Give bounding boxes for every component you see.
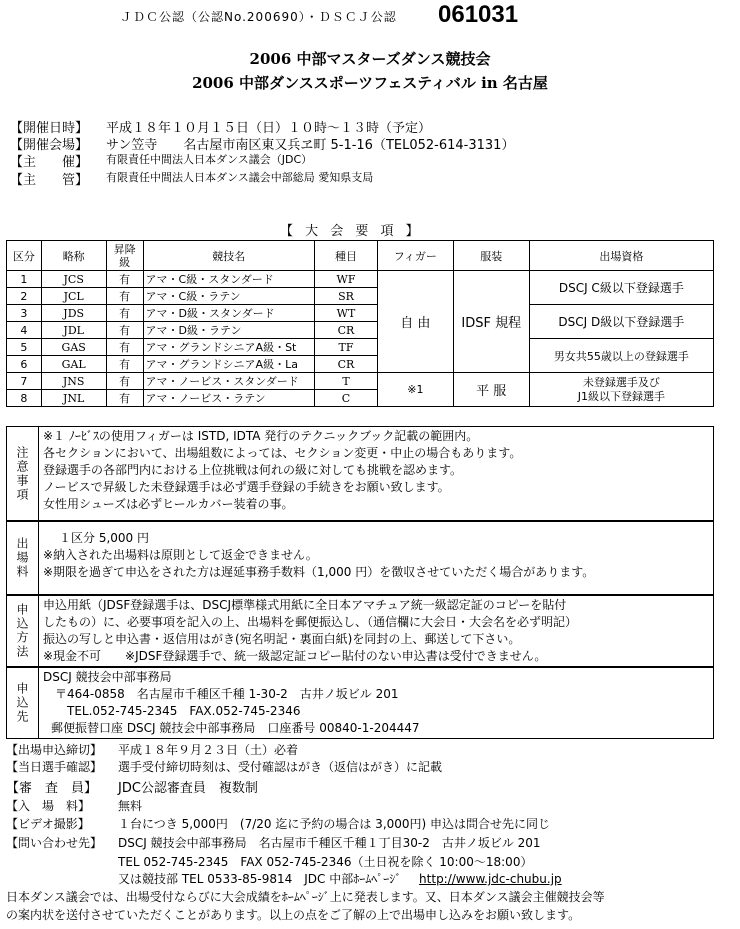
video-value: １台につき 5,000円 (7/20 迄に予約の場合は 3,000円) 申込は問合せ先に同じ [118, 817, 551, 831]
row-no: 1 [7, 271, 42, 288]
table-header-row [7, 241, 714, 271]
note-line: ※１ ﾉｰﾋﾞｽの使用フィガーは ISTD, IDTA 発行のテクニックブック記載の範囲内。 [43, 429, 479, 443]
method-body [39, 596, 713, 666]
row-dance-type: CR [315, 322, 378, 339]
row-no: 8 [7, 390, 42, 407]
row-updown: 有 [106, 271, 143, 288]
row-event-name: アマ・グランドシニアA級・St [143, 339, 315, 356]
inquiry-web-prefix: 又は競技部 TEL 0533-85-9814 JDC 中部ﾎｰﾑﾍﾟｰｼﾞ [118, 872, 402, 886]
note-line: 各セクションにおいて、出場組数によっては、セクション変更・中止の場合もあります。 [43, 446, 522, 460]
address-line: TEL.052-745-2345 FAX.052-745-2346 [55, 704, 301, 718]
row-updown: 有 [106, 305, 143, 322]
qualification-c-cell: DSCJ C級以下登録選手 [529, 271, 713, 305]
row-no: 5 [7, 339, 42, 356]
inquiry-value: DSCJ 競技会中部事務局 名古屋市千種区千種１丁目30-2 古井ノ坂ビル 201 [118, 836, 541, 850]
method-line: 申込用紙（JDSF登録選手は、DSCJ標準様式用紙に全日本アマチュア統一級認定証のコピーを貼付 [43, 598, 567, 612]
address-line: 郵便振替口座 DSCJ 競技会中部事務局 口座番号 00840-1-204447 [51, 721, 420, 735]
inquiry-label: 【問い合わせ先】 [6, 836, 103, 850]
judges-value: JDC公認審査員 複数制 [118, 781, 258, 796]
qualification-novice-cell [529, 373, 713, 407]
application-address-section [6, 667, 714, 739]
note-line: 女性用シューズは必ずヒールカバー装着の事。 [43, 497, 294, 511]
row-event-name: アマ・グランドシニアA級・La [143, 356, 315, 373]
row-abbr: JCS [41, 271, 106, 288]
row-dance-type: WF [315, 271, 378, 288]
header-dance-type: 種目 [315, 241, 378, 271]
deadline-row [6, 741, 298, 758]
row-abbr: JNL [41, 390, 106, 407]
row-event-name: アマ・C級・スタンダード [143, 271, 315, 288]
row-no: 7 [7, 373, 42, 390]
event-title-2: 2006 中部ダンススポーツフェスティバル in 名古屋 [192, 74, 548, 92]
address-line: 〒464-0858 名古屋市千種区千種 1-30-2 古井ノ坂ビル 201 [55, 687, 399, 701]
qualification-gs-cell: 男女共55歳以上の登録選手 [529, 339, 713, 373]
admission-label: 【入 場 料】 [6, 799, 91, 813]
row-event-name: アマ・ノービス・ラテン [143, 390, 315, 407]
row-updown: 有 [106, 322, 143, 339]
method-line: ※現金不可 ※JDSF登録選手で、統一級認定証コピー貼付のない申込書は受付できません。 [43, 649, 547, 663]
confirm-row [6, 758, 442, 775]
row-abbr: GAL [41, 356, 106, 373]
confirm-value: 選手受付締切時刻は、受付確認はがき（返信はがき）に記載 [118, 760, 443, 774]
info-host [10, 151, 312, 170]
table-row [7, 305, 714, 322]
header-updown: 昇降級 [106, 241, 143, 271]
info-host-value: 有限責任中間法人日本ダンス議会（JDC） [106, 153, 313, 166]
table-row [7, 373, 714, 390]
row-abbr: JDS [41, 305, 106, 322]
notes-label: 注意事項 [7, 427, 39, 520]
outline-title: 【 大 会 要 項 】 [280, 224, 423, 239]
row-event-name: アマ・D級・ラテン [143, 322, 315, 339]
footer-line-1: 日本ダンス議会では、出場受付ならびに大会成績をﾎｰﾑﾍﾟｰｼﾞ上に発表します。又、日本ダンス議会主催競技会等 [6, 890, 605, 904]
table-row [7, 339, 714, 356]
header-dress: 服装 [453, 241, 529, 271]
row-dance-type: TF [315, 339, 378, 356]
method-line: 振込の写しと申込書・返信用はがき(宛名明記・裏面白紙)を同封の上、郵送して下さい。 [43, 632, 521, 646]
video-row [6, 815, 550, 832]
method-label: 申込方法 [7, 596, 39, 666]
event-title-1: 2006 中部マスターズダンス競技会 [249, 50, 491, 68]
row-no: 3 [7, 305, 42, 322]
note-line: ノービスで昇級した未登録選手は必ず選手登録の手続きをお願い致します。 [43, 480, 450, 494]
row-no: 2 [7, 288, 42, 305]
info-venue-label: 【開催会場】 [10, 138, 89, 153]
row-updown: 有 [106, 288, 143, 305]
video-label: 【ビデオ撮影】 [6, 817, 90, 831]
info-host-label: 【主 催】 [10, 155, 89, 170]
info-date-value: 平成１８年１０月１５日（日）１０時～１３時（予定） [106, 121, 432, 136]
row-updown: 有 [106, 390, 143, 407]
method-line: したもの）に、必要事項を記入の上、出場料を郵便振込し、（通信欄に大会日・大会名を必ず明記） [43, 615, 578, 629]
qualification-d-cell: DSCJ D級以下登録選手 [529, 305, 713, 339]
fee-line: ※納入された出場料は原則として返金できません。 [43, 548, 318, 562]
figure-free-cell: 自 由 [377, 271, 453, 373]
header-event-name: 競技名 [143, 241, 315, 271]
document-number: 061031 [438, 1, 519, 28]
qualification-novice-line1: 未登録選手及び [582, 375, 660, 389]
fee-label: 出場料 [7, 522, 39, 594]
notes-body [39, 427, 713, 520]
address-line: DSCJ 競技会中部事務局 [43, 670, 172, 684]
fee-body [39, 522, 713, 594]
header-abbr: 略称 [41, 241, 106, 271]
qualification-novice-line2: J1級以下登録選手 [577, 389, 665, 403]
row-abbr: JNS [41, 373, 106, 390]
certification-line: ＪＤＣ公認（公認No.200690）・ＤＳＣＪ公認 [120, 10, 397, 24]
header-figure: フィガー [377, 241, 453, 271]
footer-line-2: の案内状を送付させていただくことがあります。以上の点をご了解の上で出場申し込みをお願い致します。 [6, 908, 581, 922]
note-line: 登録選手の各部門内における上位挑戦は何れの級に対しても挑戦を認めます。 [43, 463, 463, 477]
figure-note-cell: ※1 [377, 373, 453, 407]
fee-line: １区分 5,000 円 [59, 531, 149, 545]
info-organizer-value: 有限責任中間法人日本ダンス議会中部総局 愛知県支局 [106, 171, 374, 184]
row-dance-type: CR [315, 356, 378, 373]
row-event-name: アマ・D級・スタンダード [143, 305, 315, 322]
row-dance-type: C [315, 390, 378, 407]
row-updown: 有 [106, 339, 143, 356]
fee-line: ※期限を過ぎて申込をされた方は遅延事務手数料（1,000 円）を徴収させていただく場合があります。 [43, 565, 595, 579]
row-no: 4 [7, 322, 42, 339]
deadline-value: 平成１８年９月２３日（土）必着 [118, 743, 299, 757]
inquiry-row [6, 834, 541, 851]
row-event-name: アマ・ノービス・スタンダード [143, 373, 315, 390]
row-event-name: アマ・C級・ラテン [143, 288, 315, 305]
dress-plain-cell: 平 服 [453, 373, 529, 407]
row-no: 6 [7, 356, 42, 373]
info-venue-value: サン笠寺 名古屋市南区東又兵ヱ町 5-1-16（TEL052-614-3131） [106, 138, 515, 153]
row-dance-type: SR [315, 288, 378, 305]
row-abbr: JDL [41, 322, 106, 339]
judges-row [6, 777, 258, 796]
header-division: 区分 [7, 241, 42, 271]
table-row [7, 271, 714, 288]
info-organizer [10, 169, 373, 188]
admission-value: 無料 [118, 799, 143, 813]
row-updown: 有 [106, 356, 143, 373]
fee-section [6, 521, 714, 595]
dress-idsf-cell: IDSF 規程 [453, 271, 529, 373]
info-date-label: 【開催日時】 [10, 121, 89, 136]
row-updown: 有 [106, 373, 143, 390]
notes-section [6, 426, 714, 521]
confirm-label: 【当日選手確認】 [6, 760, 103, 774]
deadline-label: 【出場申込締切】 [6, 743, 103, 757]
judges-label: 【審 査 員】 [6, 781, 98, 796]
method-section [6, 595, 714, 667]
events-table [6, 240, 714, 407]
row-abbr: JCL [41, 288, 106, 305]
header-qualification: 出場資格 [529, 241, 713, 271]
website-link[interactable]: http://www.jdc-chubu.jp [419, 872, 562, 886]
row-abbr: GAS [41, 339, 106, 356]
application-address-label: 申込先 [7, 668, 39, 738]
admission-row [6, 797, 142, 814]
inquiry-web-line [118, 870, 562, 887]
row-dance-type: T [315, 373, 378, 390]
row-dance-type: WT [315, 305, 378, 322]
application-address-body [39, 668, 713, 738]
info-organizer-label: 【主 管】 [10, 173, 89, 188]
inquiry-tel-line: TEL 052-745-2345 FAX 052-745-2346（土日祝を除く 10:00～18:00） [118, 855, 533, 869]
